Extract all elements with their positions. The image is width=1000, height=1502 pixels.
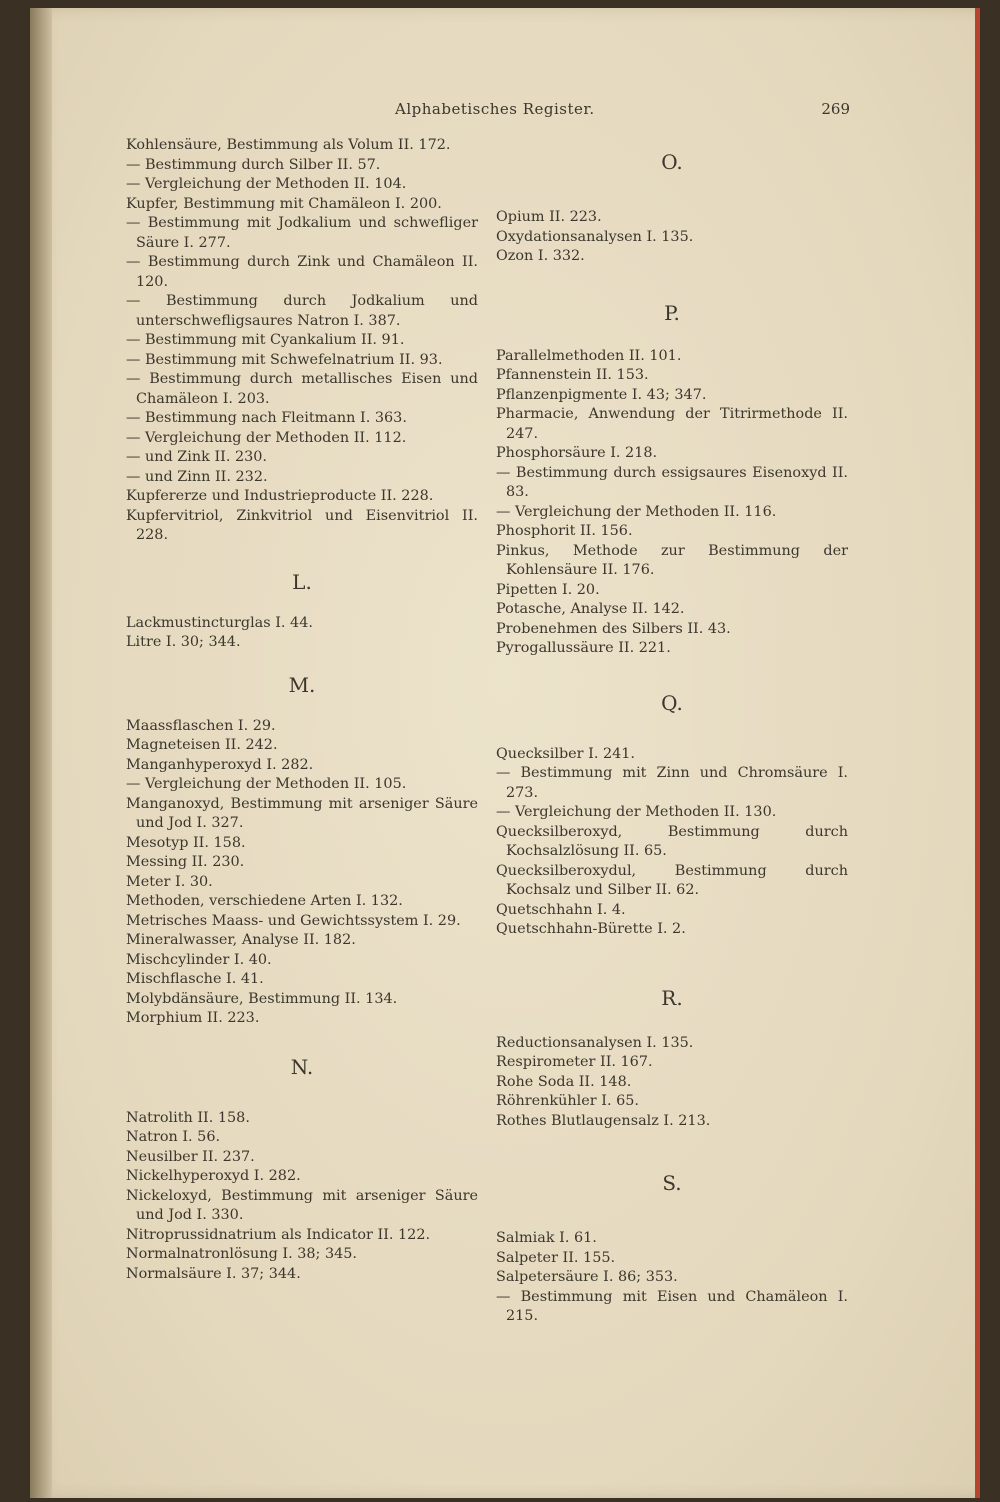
index-entry: Rothes Blutlaugensalz I. 213.	[496, 1112, 711, 1129]
index-entry: Nickelhyperoxyd I. 282.	[126, 1168, 301, 1184]
section-letter: M.	[288, 672, 316, 697]
index-entry: Natron I. 56.	[126, 1129, 221, 1145]
index-entry: Parallelmethoden II. 101.	[496, 347, 682, 364]
index-entry: Salpeter II. 155.	[496, 1249, 616, 1266]
index-entry: Probenehmen des Silbers II. 43.	[496, 620, 731, 637]
running-header	[30, 100, 980, 124]
index-entry: Meter I. 30.	[126, 873, 213, 890]
index-entry: Quecksilberoxydul, Bestimmung durch Kochsalz und Silber II. 62.	[496, 862, 848, 898]
index-entry: Kupfervitriol, Zinkvitriol und Eisenvitriol II. 228.	[126, 507, 478, 543]
index-entry: Nitroprussidnatrium als Indicator II. 122.	[126, 1226, 431, 1243]
index-entry: Lackmustincturglas I. 44.	[126, 614, 313, 631]
index-entry: Quecksilberoxyd, Bestimmung durch Kochsalzlösung II. 65.	[496, 823, 848, 859]
index-entry: Phosphorit II. 156.	[496, 523, 633, 539]
section-letter: L.	[292, 569, 312, 594]
index-entry: Phosphorsäure I. 218.	[496, 445, 658, 461]
index-entry: — Bestimmung mit Cyankalium II. 91.	[126, 332, 405, 348]
index-entry: Quetschhahn-Bürette I. 2.	[496, 921, 686, 937]
index-entry: — Vergleichung der Methoden II. 116.	[496, 503, 777, 520]
index-entry: Pyrogallussäure II. 221.	[496, 640, 671, 656]
index-entry: Manganoxyd, Bestimmung mit arseniger Säure und Jod I. 327.	[126, 795, 478, 831]
left-index-column	[126, 136, 478, 1284]
index-entry: Neusilber II. 237.	[126, 1148, 255, 1165]
index-entry: — Bestimmung durch metallisches Eisen und Chamäleon I. 203.	[126, 371, 478, 407]
index-entry: Natrolith II. 158.	[126, 1109, 250, 1126]
index-entry: Quetschhahn I. 4.	[496, 901, 626, 918]
section-letter: R.	[661, 985, 683, 1010]
index-entry: Respirometer II. 167.	[496, 1054, 653, 1070]
section-letter: Q.	[661, 690, 683, 715]
index-entry: Nickeloxyd, Bestimmung mit arseniger Säure und Jod I. 330.	[126, 1187, 478, 1223]
index-entry: Maassflaschen I. 29.	[126, 717, 276, 734]
index-entry: Mischflasche I. 41.	[126, 971, 264, 987]
index-entry: Oxydationsanalysen I. 135.	[496, 228, 694, 245]
red-page-edge	[975, 8, 980, 1498]
running-title: Alphabetisches Register.	[395, 100, 595, 118]
index-entry: — Bestimmung mit Eisen und Chamäleon I. 215.	[496, 1288, 848, 1324]
index-entry: Reductionsanalysen I. 135.	[496, 1034, 694, 1051]
index-entry: Normalsäure I. 37; 344.	[126, 1265, 301, 1282]
index-entry: Manganhyperoxyd I. 282.	[126, 756, 314, 773]
index-entry: Mineralwasser, Analyse II. 182.	[126, 932, 356, 948]
index-entry: Mischcylinder I. 40.	[126, 951, 272, 968]
index-entry: — Bestimmung mit Zinn und Chromsäure I. 273.	[496, 765, 848, 801]
index-entry: Kohlensäure, Bestimmung als Volum II. 172.	[126, 137, 451, 153]
index-entry: Pflanzenpigmente I. 43; 347.	[496, 386, 707, 403]
index-entry: Salpetersäure I. 86; 353.	[496, 1269, 678, 1285]
index-entry: Magneteisen II. 242.	[126, 737, 278, 753]
index-entry: — Bestimmung nach Fleitmann I. 363.	[126, 410, 407, 426]
index-entry: Mesotyp II. 158.	[126, 834, 246, 851]
book-spine	[30, 8, 52, 1498]
index-entry: Methoden, verschiedene Arten I. 132.	[126, 893, 403, 909]
index-entry: — Bestimmung mit Schwefelnatrium II. 93.	[126, 351, 443, 368]
index-entry: — Vergleichung der Methoden II. 104.	[126, 176, 407, 192]
index-entry: — Vergleichung der Methoden II. 105.	[126, 776, 407, 792]
index-entry: Quecksilber I. 241.	[496, 745, 636, 762]
section-letter: P.	[664, 300, 680, 325]
index-entry: — Bestimmung durch Jodkalium und unterschwefligsaures Natron I. 387.	[126, 293, 478, 329]
index-entry: Röhrenkühler I. 65.	[496, 1093, 639, 1109]
index-entry: Messing II. 230.	[126, 854, 245, 870]
index-entry: Morphium II. 223.	[126, 1010, 260, 1026]
index-entry: — Vergleichung der Methoden II. 112.	[126, 429, 407, 446]
index-entry: Ozon I. 332.	[496, 248, 585, 264]
index-entry: Opium II. 223.	[496, 209, 602, 225]
index-entry: Litre I. 30; 344.	[126, 634, 241, 650]
index-entry: — Vergleichung der Methoden II. 130.	[496, 804, 777, 820]
index-entry: Kupfererze und Industrieproducte II. 228.	[126, 488, 434, 504]
index-entry: — Bestimmung durch Zink und Chamäleon II. 120.	[126, 254, 478, 290]
index-entry: Metrisches Maass- und Gewichtssystem I. 29.	[126, 912, 461, 929]
index-entry: Rohe Soda II. 148.	[496, 1073, 632, 1090]
index-entry: Pfannenstein II. 153.	[496, 367, 649, 383]
index-entry: Pipetten I. 20.	[496, 581, 600, 598]
index-entry: Potasche, Analyse II. 142.	[496, 601, 685, 617]
index-entry: — und Zink II. 230.	[126, 449, 268, 465]
page-number: 269	[821, 100, 850, 118]
section-letter: O.	[661, 150, 683, 174]
index-entry: — Bestimmung durch Silber II. 57.	[126, 156, 381, 173]
section-letter: N.	[290, 1054, 314, 1079]
index-entry: Pharmacie, Anwendung der Titrirmethode II. 247.	[496, 406, 848, 442]
index-entry: — Bestimmung durch essigsaures Eisenoxyd II. 83.	[496, 464, 848, 500]
index-entry: — Bestimmung mit Jodkalium und schwefliger Säure I. 277.	[126, 215, 478, 251]
book-page	[30, 8, 980, 1498]
index-entry: Normalnatronlösung I. 38; 345.	[126, 1246, 357, 1262]
index-entry: Salmiak I. 61.	[496, 1230, 597, 1246]
index-entry: — und Zinn II. 232.	[126, 468, 268, 485]
index-entry: Pinkus, Methode zur Bestimmung der Kohlensäure II. 176.	[496, 542, 848, 578]
index-entry: Kupfer, Bestimmung mit Chamäleon I. 200.	[126, 195, 442, 212]
index-entry: Molybdänsäure, Bestimmung II. 134.	[126, 990, 398, 1007]
right-index-column	[496, 136, 848, 1327]
section-letter: S.	[662, 1171, 682, 1195]
